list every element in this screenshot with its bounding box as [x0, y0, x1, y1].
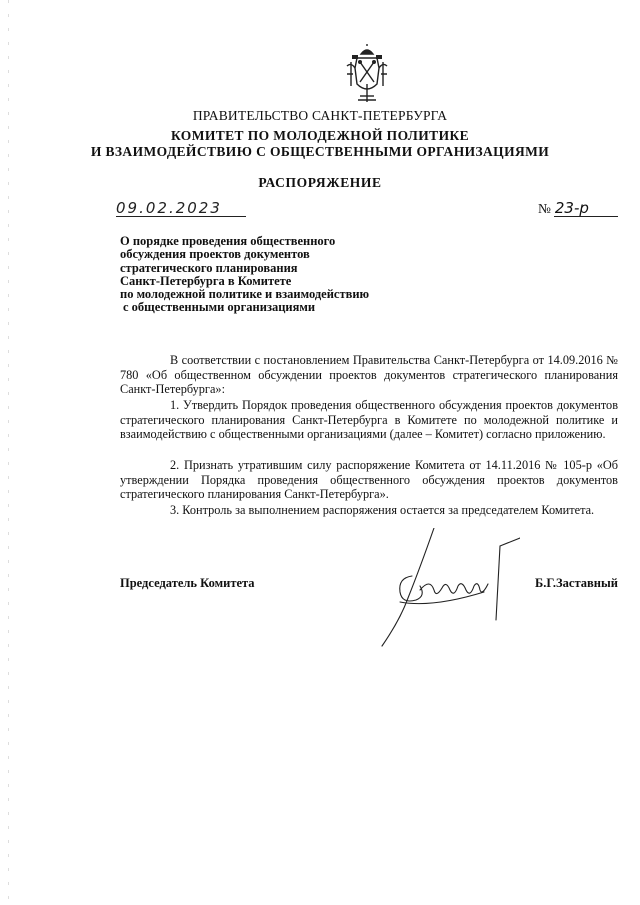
number-label: №: [538, 201, 551, 216]
signatory-position: Председатель Комитета: [120, 576, 255, 590]
number-handwritten: 23-р: [554, 199, 589, 217]
document-subject: [120, 235, 400, 315]
coat-of-arms-icon: [343, 44, 391, 106]
number-underline: [554, 216, 618, 217]
handwritten-signature: [372, 528, 520, 648]
subject-line: с общественными организациями: [123, 300, 316, 315]
preamble-paragraph: В соответствии с постановлением Правительства Санкт-Петербурга от 14.09.2016 № 780 «Об общественном обсуждении проектов документов стратегического планирования Санкт-Петербурга»:: [120, 353, 618, 397]
subject-line: О порядке проведения общественного: [120, 234, 336, 248]
government-title: ПРАВИТЕЛЬСТВО САНКТ-ПЕТЕРБУРГА: [192, 108, 448, 123]
committee-title-line: И ВЗАИМОДЕЙСТВИЮ С ОБЩЕСТВЕННЫМИ ОРГАНИЗАЦИЯМИ: [90, 144, 550, 159]
item-1-paragraph: 1. Утвердить Порядок проведения общественного обсуждения проектов документов стратегического планирования Санкт-Петербурга в Комитете по молодежной политике и взаимодействию с общественными организациями (далее – Комитет) согласно приложению.: [120, 398, 618, 442]
committee-title: [0, 128, 640, 160]
document-date: [116, 199, 246, 219]
subject-line: Санкт-Петербурга в Комитете: [120, 273, 292, 288]
date-underline: [116, 216, 246, 217]
document-type: РАСПОРЯЖЕНИЕ: [258, 175, 382, 190]
signatory-name: Б.Г.Заставный: [535, 576, 618, 590]
subject-line: обсуждения проектов документов: [120, 247, 310, 262]
document-number: [538, 199, 618, 219]
date-handwritten: 09.02.2023: [116, 199, 222, 217]
subject-line: по молодежной политике и взаимодействию: [120, 287, 370, 302]
committee-title-line: КОМИТЕТ ПО МОЛОДЕЖНОЙ ПОЛИТИКЕ: [170, 128, 470, 143]
item-3-paragraph: 3. Контроль за выполнением распоряжения остается за председателем Комитета.: [170, 503, 595, 517]
item-2-paragraph: 2. Признать утратившим силу распоряжение Комитета от 14.11.2016 № 105-р «Об утверждении Порядка проведения общественного обсуждения проектов документов стратегического планирования Санкт-Петербурга».: [120, 458, 618, 502]
subject-line: стратегического планирования: [120, 260, 298, 275]
